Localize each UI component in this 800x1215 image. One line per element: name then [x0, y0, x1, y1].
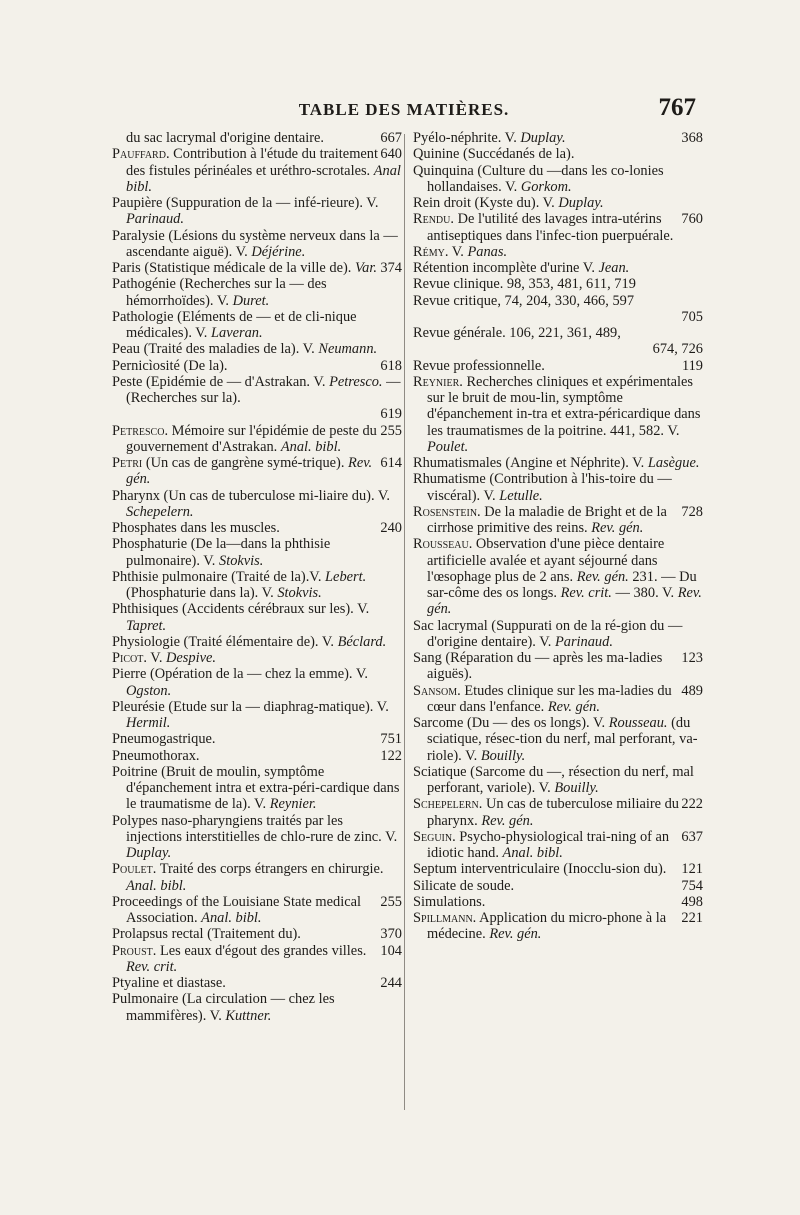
index-entry: [112, 195, 402, 228]
entry-text: . Un cas de tuberculose miliaire du pharynx.: [427, 796, 680, 829]
index-entry: [413, 195, 703, 211]
entry-page-ref: 667: [380, 130, 402, 146]
index-entry: [112, 488, 402, 521]
entry-text: Pathologie (Eléments de — et de cli-nique médicales). V.: [112, 308, 357, 341]
entry-reference: Rev. crit.: [560, 585, 612, 601]
entry-text: Peste (Epidémie de — d'Astrakan. V.: [112, 373, 330, 390]
index-entry: [112, 861, 402, 894]
index-entry: [413, 358, 703, 374]
entry-page-ref: 728: [681, 503, 703, 520]
index-entry: [413, 829, 703, 862]
index-entry: [413, 325, 703, 358]
index-entry: [413, 163, 703, 196]
entry-author: Picot: [112, 650, 144, 666]
entry-page-ref: 489: [681, 682, 703, 699]
entry-text: Pulmonaire (La circulation — chez les mammifères). V.: [112, 991, 335, 1024]
entry-text: Rein droit (Kyste du). V.: [413, 195, 559, 211]
entry-reference: Hermil.: [126, 715, 171, 731]
entry-reference: Rev. gén.: [591, 520, 644, 536]
entry-author: Spillmann: [413, 910, 473, 926]
entry-text: Revue clinique. 98, 353, 481, 611, 719: [413, 276, 636, 293]
index-entry: [112, 731, 402, 747]
entry-reference: Rev. gén.: [547, 698, 600, 715]
index-entry: [112, 130, 402, 146]
index-entry: [112, 764, 402, 813]
entry-author: Rendu: [413, 211, 451, 228]
entry-text: Sciatique (Sarcome du —, résection du nerf, mal perforant, variole). V.: [413, 763, 694, 796]
entry-page-ref: 121: [681, 861, 703, 878]
entry-text: Revue générale. 106, 221, 361, 489,: [413, 325, 621, 341]
index-entry: [112, 666, 402, 699]
entry-text: Rhumatisme (Contribution à l'his-toire du — viscéral). V.: [413, 471, 672, 504]
entry-text: (Phosphaturie dans la). V.: [126, 585, 278, 601]
entry-reference: Rev. gén.: [489, 926, 542, 943]
index-entry: [112, 991, 402, 1024]
entry-text: Phosphaturie (De la—dans la phthisie pulmonaire). V.: [112, 536, 331, 569]
entry-page-ref: 255: [380, 422, 402, 439]
entry-page-ref: 760: [681, 211, 703, 228]
entry-author: Petri: [112, 455, 143, 471]
index-entry: [112, 699, 402, 732]
entry-reference: Neumann.: [318, 341, 378, 358]
entry-reference: Lebert.: [325, 568, 367, 585]
entry-page-ref: 119: [681, 357, 703, 374]
entry-text: Revue critique, 74, 204, 330, 466, 597: [413, 292, 635, 309]
entry-page-ref: 637: [681, 828, 703, 845]
entry-reference: Schepelern.: [126, 503, 194, 520]
entry-author: Reynier: [413, 373, 460, 390]
index-entry: [413, 894, 703, 910]
entry-reference: Ogston.: [126, 682, 172, 699]
entry-text: . Les eaux d'égout des grandes villes.: [152, 942, 367, 959]
entry-author: Proust: [112, 942, 153, 959]
index-entry: [413, 130, 703, 146]
index-entry: [112, 894, 402, 927]
right-column: [413, 130, 703, 943]
entry-reference: Lasègue.: [647, 455, 700, 471]
index-entry: [413, 878, 703, 894]
entry-page-ref: 751: [380, 731, 402, 748]
entry-text: Peau (Traité des maladies de la). V.: [112, 341, 319, 358]
index-entry: [112, 309, 402, 342]
entry-text: . V.: [444, 243, 468, 260]
index-entry: [413, 504, 703, 537]
index-entry: [413, 764, 703, 797]
entry-reference: Rev. crit.: [126, 958, 178, 975]
index-entry: [413, 796, 703, 829]
entry-reference: Anal. bibl.: [280, 438, 342, 455]
entry-reference: Panas.: [467, 243, 508, 260]
entry-text: Rétention incomplète d'urine V.: [413, 260, 599, 276]
entry-reference: Duplay.: [558, 195, 604, 211]
entry-reference: Déjérine.: [251, 243, 306, 260]
entry-reference: Stokvis.: [219, 552, 264, 569]
entry-text: Sac lacrymal (Suppurati on de la ré-gion du — d'origine dentaire). V.: [413, 617, 683, 650]
entry-text: Pyélo-néphrite. V.: [413, 130, 521, 146]
entry-reference: Anal. bibl.: [502, 845, 563, 861]
entry-text: Poitrine (Bruit de moulin, symptôme d'épanchement intra et extra-péri-cardique dans le traumatisme de la). V.: [112, 763, 400, 813]
entry-reference: Stokvis.: [277, 585, 322, 601]
index-entry: [413, 471, 703, 504]
index-entry: [112, 569, 402, 602]
entry-page-ref: 754: [681, 877, 703, 894]
entry-text: . Traité des corps étrangers en chirurgie.: [152, 861, 384, 878]
entry-page-ref: 674, 726: [652, 341, 703, 358]
index-entry: [413, 260, 703, 276]
entry-text: Prolapsus rectal (Traitement du).: [112, 926, 301, 943]
index-entry: [413, 861, 703, 877]
entry-text: Proceedings of the Louisiane State medical Association.: [112, 893, 361, 926]
entry-text: Pierre (Opération de la — chez la emme). V.: [112, 666, 369, 683]
index-entry: [112, 358, 402, 374]
index-entry: [112, 601, 402, 634]
entry-text: Revue professionnelle.: [413, 357, 545, 374]
entry-text: (Un cas de gangrène symé-trique).: [142, 455, 349, 471]
entry-text: (du sciatique, résec-tion du nerf, mal perforant, va-riole). V.: [427, 715, 698, 764]
index-entry: [112, 650, 402, 666]
entry-text: Rhumatismales (Angine et Néphrite). V.: [413, 455, 648, 471]
index-entry: [413, 374, 703, 455]
entry-author: Pauffard: [112, 146, 166, 163]
entry-text: 231. — Du sar-côme des os longs.: [427, 568, 697, 601]
entry-text: — (Recherches sur la).: [126, 373, 401, 406]
index-entry: [413, 683, 703, 716]
entry-reference: Parinaud.: [554, 633, 613, 650]
entry-author: Poulet: [112, 861, 153, 878]
entry-text: Quinine (Succédanés de la).: [413, 146, 575, 163]
index-entry: [413, 276, 703, 292]
entry-reference: Letulle.: [499, 487, 543, 504]
index-entry: [413, 536, 703, 617]
entry-text: . Observation d'une pièce dentaire artificielle avalée et ayant séjourné dans l'œsophage plus de 2 ans.: [427, 536, 665, 585]
index-entry: [112, 228, 402, 261]
page-title: TABLE DES MATIÈRES.: [298, 100, 510, 119]
index-entry: [112, 536, 402, 569]
entry-reference: Rev. gén.: [126, 455, 373, 488]
index-entry: [112, 748, 402, 764]
entry-reference: Duplay.: [520, 130, 566, 146]
entry-page-ref: 618: [380, 357, 402, 374]
entry-page-ref: 368: [681, 130, 703, 146]
index-entry: [112, 341, 402, 357]
page-header: [112, 96, 696, 126]
entry-page-ref: 222: [681, 796, 703, 813]
entry-text: . De l'utilité des lavages intra-utérins antiseptiques dans l'infec-tion puerpuérale.: [427, 211, 674, 244]
entry-reference: Petresco.: [329, 373, 383, 390]
entry-text: Phosphates dans les muscles.: [112, 520, 280, 536]
entry-page-ref: 705: [681, 308, 703, 325]
entry-text: Pernicìosité (De la).: [112, 357, 228, 374]
entry-text: Phthisiques (Accidents cérébraux sur les). V.: [112, 601, 370, 618]
entry-text: . Psycho-physiological trai-ning of an idiotic hand.: [427, 828, 670, 861]
entry-author: Petresco: [112, 422, 165, 439]
entry-text: Pleurésie (Etude sur la — diaphrag-matique). V.: [112, 698, 389, 715]
entry-reference: Tapret.: [126, 617, 167, 634]
entry-author: Rousseau: [413, 536, 469, 553]
entry-page-ref: 240: [380, 520, 402, 536]
page-number: 767: [658, 94, 696, 121]
entry-text: Simulations.: [413, 893, 486, 910]
entry-text: Sang (Réparation du — après les ma-ladies aiguës).: [413, 650, 663, 683]
entry-text: Pathogénie (Recherches sur la — des hémorrhoïdes). V.: [112, 276, 327, 309]
entry-text: Pneumothorax.: [112, 747, 200, 764]
entry-reference: Duret.: [232, 292, 270, 309]
index-entry: [112, 374, 402, 423]
entry-text: Ptyaline et diastase.: [112, 975, 226, 991]
index-entry: [413, 455, 703, 471]
entry-reference: Duplay.: [126, 845, 172, 861]
column-divider: [404, 134, 405, 1110]
index-entry: [413, 293, 703, 326]
entry-author: Rosenstein: [413, 503, 478, 520]
index-entry: [112, 634, 402, 650]
index-entry: [413, 618, 703, 651]
index-entry: [413, 910, 703, 943]
entry-reference: Anal. bibl.: [201, 910, 262, 926]
entry-page-ref: 255: [380, 893, 402, 910]
index-entry: [112, 455, 402, 488]
index-entry: [112, 276, 402, 309]
index-entry: [413, 715, 703, 764]
entry-text: Paris (Statistique médicale de la ville de).: [112, 260, 355, 276]
entry-text: Pneumogastrique.: [112, 731, 216, 748]
entry-page-ref: 619: [380, 406, 402, 423]
entry-reference: Rev. gén.: [481, 812, 534, 829]
entry-reference: Anal. bibl.: [126, 877, 187, 894]
entry-page-ref: 104: [380, 942, 402, 959]
entry-reference: Bouilly.: [554, 780, 599, 796]
left-column: [112, 130, 402, 1024]
entry-page-ref: 614: [380, 455, 402, 471]
entry-reference: Reynier.: [269, 796, 317, 813]
entry-text: Quinquina (Culture du —dans les co-lonies hollandaises. V.: [413, 162, 664, 195]
entry-page-ref: 221: [681, 910, 703, 926]
entry-text: . V.: [143, 650, 167, 666]
entry-reference: Bouilly.: [480, 747, 526, 764]
entry-text: . Recherches cliniques et expérimentales sur le bruit de mou-lin, symptôme d'épanchement in-tra et extra-péricardique dans les traumatismes de la poitrine. 441, 582. V.: [427, 373, 701, 439]
entry-page-ref: 122: [380, 747, 402, 764]
entry-text: . Application du micro-phone à la médecine.: [427, 910, 667, 943]
entry-reference: Anal bibl.: [126, 162, 401, 195]
entry-author: Seguin: [413, 828, 453, 845]
entry-author: Sansom: [413, 682, 458, 699]
index-entry: [112, 423, 402, 456]
entry-text: . De la maladie de Bright et de la cirrhose primitive des reins.: [427, 503, 667, 536]
index-entry: [413, 650, 703, 683]
entry-reference: Laveran.: [211, 325, 263, 341]
entry-text: — 380. V.: [611, 585, 678, 601]
entry-text: . Mémoire sur l'épidémie de peste du gouvernement d'Astrakan.: [126, 422, 377, 455]
index-entry: [112, 520, 402, 536]
index-entry: [112, 926, 402, 942]
entry-page-ref: 244: [380, 975, 402, 991]
index-entry: [413, 146, 703, 162]
index-entry: [112, 260, 402, 276]
entry-page-ref: 374: [380, 260, 402, 276]
entry-page-ref: 498: [681, 893, 703, 910]
entry-text: Paralysie (Lésions du système nerveux dans la — ascendante aiguë). V.: [112, 227, 398, 260]
entry-text: Silicate de soude.: [413, 877, 515, 894]
entry-reference: Var.: [354, 260, 377, 276]
entry-reference: Jean.: [598, 260, 630, 276]
entry-text: Pharynx (Un cas de tuberculose mi-liaire du). V.: [112, 487, 391, 504]
entry-page-ref: 370: [380, 926, 402, 943]
entry-reference: Parinaud.: [126, 211, 184, 228]
entry-text: . Etudes clinique sur les ma-ladies du cœur dans l'enfance.: [427, 682, 672, 715]
entry-reference: Despive.: [166, 650, 216, 666]
entry-reference: Rev. gén.: [576, 568, 629, 585]
entry-reference: Poulet.: [427, 438, 469, 455]
entry-author: Rémy: [413, 243, 445, 260]
entry-text: Paupière (Suppuration de la — infé-rieure). V.: [112, 195, 379, 211]
entry-reference: Kuttner.: [225, 1007, 272, 1024]
entry-reference: Rev. gén.: [427, 585, 702, 618]
entry-text: Physiologie (Traité élémentaire de). V.: [112, 633, 338, 650]
index-entry: [112, 975, 402, 991]
entry-author: Schepelern: [413, 796, 479, 813]
entry-reference: Rousseau.: [608, 715, 668, 731]
entry-text: . Contribution à l'étude du traitement des fistules périnéales et uréthro-scrotales.: [126, 146, 378, 179]
index-entry: [112, 943, 402, 976]
entry-text: Polypes naso-pharyngiens traités par les injections interstitielles de chlo-rure de zinc. V.: [112, 812, 398, 845]
index-entry: [413, 211, 703, 244]
entry-text: Sarcome (Du — des os longs). V.: [413, 715, 609, 731]
entry-reference: Gorkom.: [520, 178, 572, 195]
entry-text: Phthisie pulmonaire (Traité de la).V.: [112, 568, 326, 585]
entry-text: du sac lacrymal d'origine dentaire.: [126, 130, 324, 146]
entry-text: Septum interventriculaire (Inocclu-sion du).: [413, 861, 667, 878]
entry-page-ref: 123: [681, 650, 703, 666]
index-entry: [112, 813, 402, 862]
index-entry: [413, 244, 703, 260]
entry-page-ref: 640: [380, 146, 402, 163]
index-entry: [112, 146, 402, 195]
entry-reference: Béclard.: [337, 633, 387, 650]
